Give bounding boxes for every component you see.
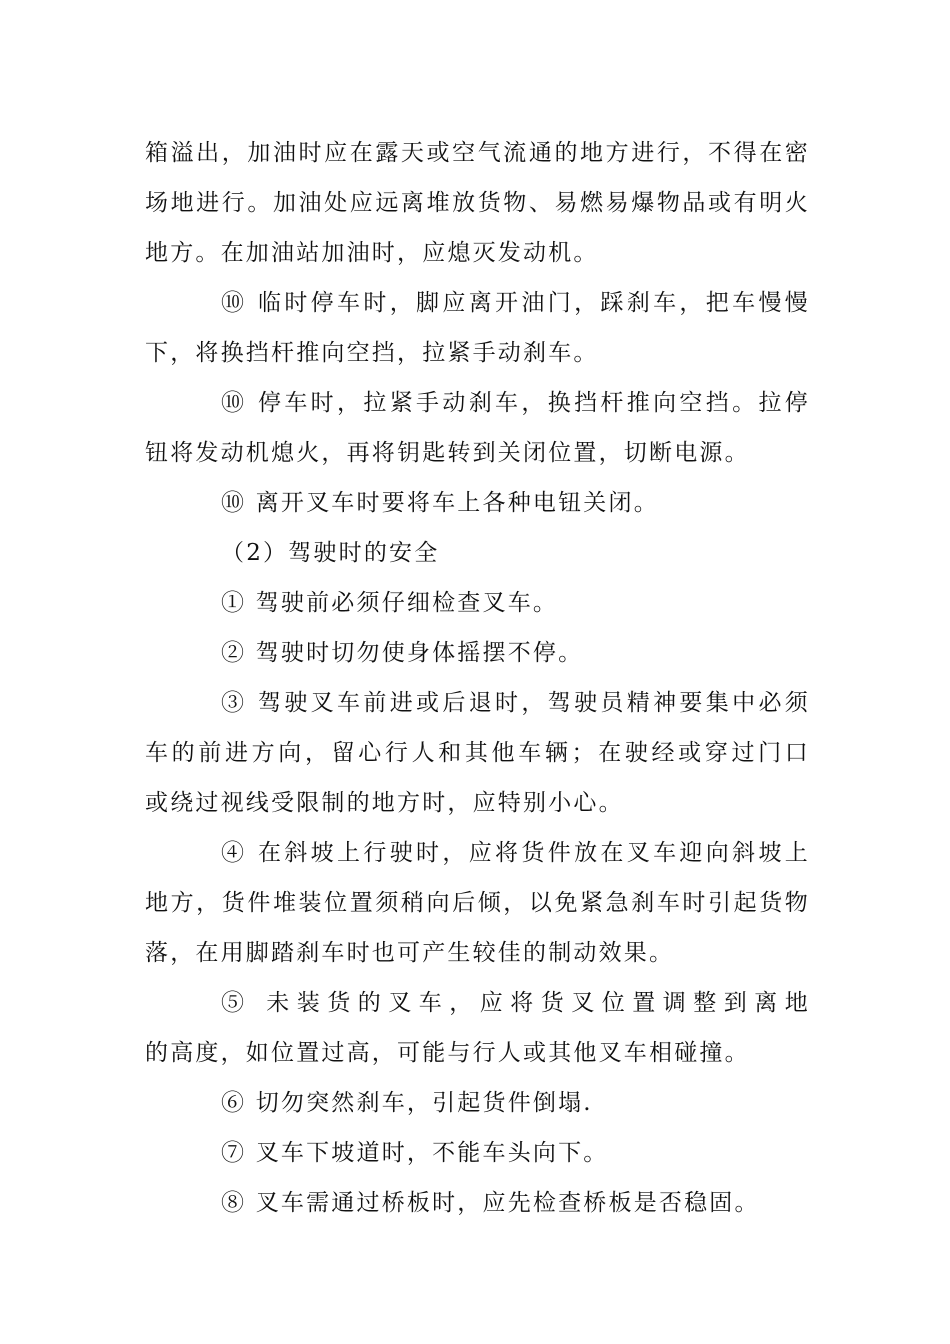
section-heading: （2）驾驶时的安全 (221, 540, 440, 566)
paragraph-start-line: ⑩ 临时停车时，脚应离开油门，踩刹车，把车慢慢 (221, 290, 810, 316)
paragraph-start-line: ① 驾驶前必须仔细检查叉车。 (221, 590, 559, 616)
paragraph-start-line: ② 驾驶时切勿使身体摇摆不停。 (221, 640, 584, 666)
paragraph-start-line: ⑧ 叉车需通过桥板时，应先检查桥板是否稳固。 (221, 1190, 760, 1216)
text-line: 地方，货件堆装位置须稍向后倾，以免紧急刹车时引起货物 (145, 890, 810, 916)
document-body (145, 128, 810, 1228)
paragraph-start-line: ③ 驾驶叉车前进或后退时，驾驶员精神要集中必须 (221, 690, 810, 716)
text-line: 箱溢出，加油时应在露天或空气流通的地方进行，不得在密 (145, 140, 810, 166)
text-line: 车的前进方向，留心行人和其他车辆；在驶经或穿过门口 (145, 740, 810, 766)
paragraph-start-line: ⑩ 离开叉车时要将车上各种电钮关闭。 (221, 490, 659, 516)
paragraph-start-line: ⑦ 叉车下坡道时，不能车头向下。 (221, 1140, 609, 1166)
text-line: 或绕过视线受限制的地方时，应特别小心。 (145, 790, 624, 816)
text-line: 下，将换挡杆推向空挡，拉紧手动刹车。 (145, 340, 599, 366)
text-line: 场地进行。加油处应远离堆放货物、易燃易爆物品或有明火 (145, 190, 810, 216)
text-line: 落，在用脚踏刹车时也可产生较佳的制动效果。 (145, 940, 675, 966)
paragraph-start-line: ④ 在斜坡上行驶时，应将货件放在叉车迎向斜坡上 (221, 840, 810, 866)
paragraph-start-line: ⑩ 停车时，拉紧手动刹车，换挡杆推向空挡。拉停 (221, 390, 810, 416)
paragraph-start-line: ⑥ 切勿突然刹车，引起货件倒塌. (221, 1090, 593, 1116)
text-line: 地方。在加油站加油时，应熄灭发动机。 (145, 240, 599, 266)
paragraph-start-line: ⑤ 未装货的叉车，应将货叉位置调整到离地 (221, 990, 810, 1016)
text-line: 钮将发动机熄火，再将钥匙转到关闭位置，切断电源。 (145, 440, 750, 466)
text-line: 的高度，如位置过高，可能与行人或其他叉车相碰撞。 (145, 1040, 750, 1066)
